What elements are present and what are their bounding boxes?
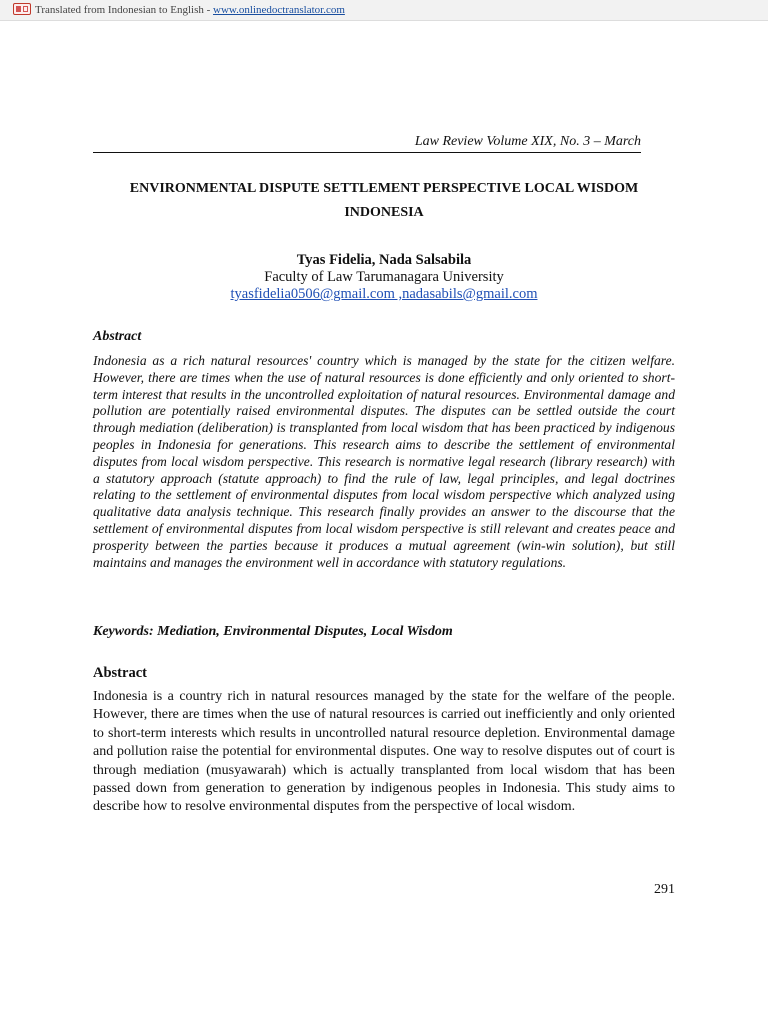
paper-authors: Tyas Fidelia, Nada Salsabila	[296, 252, 472, 268]
running-header: Law Review Volume XIX, No. 3 – March	[93, 133, 641, 153]
abstract-heading-translated: Abstract	[93, 665, 147, 681]
translator-bar	[0, 0, 768, 21]
author-affiliation: Faculty of Law Tarumanagara University	[264, 269, 504, 285]
author-emails[interactable]: tyasfidelia0506@gmail.com ,nadasabils@gmail.com	[230, 286, 538, 302]
paper-title: ENVIRONMENTAL DISPUTE SETTLEMENT PERSPECTIVE LOCAL WISDOM INDONESIA	[129, 181, 639, 220]
translator-prefix: Translated from Indonesian to English -	[35, 4, 214, 16]
page-number: 291	[654, 882, 675, 897]
abstract-body-english: Indonesia as a rich natural resources' country which is managed by the state for the citizen welfare. However, there are times when the use of natural resources is done efficiently and only oriented to short-term interest that results in the uncontrolled exploitation of natural resources. Environmental damage and pollution are potentially raised environmental disputes. The disputes can be settled outside the court through mediation (deliberation) is transplanted from local wisdom that has been practiced by indigenous peoples in Indonesia for generations. This research aims to describe the settlement of environmental disputes from local wisdom perspective. This research is normative legal research (library research) with a statutory approach (statute approach) to find the rule of law, legal principles, and legal doctrines relating to the settlement of environmental disputes from local wisdom perspective which analyzed using qualitative data analysis technique. This research finally provides an answer to the discourse that the settlement of environmental disputes from local wisdom perspective is still relevant and creates peace and prosperity between the parties because it produces a mutual agreement (win-win solution), but still maintains and manages the environment well in accordance with statutory regulations.	[93, 353, 675, 570]
document-translate-icon	[13, 3, 31, 15]
translator-notice	[35, 3, 345, 17]
keywords: Keywords: Mediation, Environmental Disputes, Local Wisdom	[93, 624, 453, 639]
abstract-body-translated: Indonesia is a country rich in natural resources managed by the state for the welfare of the people. However, there are times when the use of natural resources is carried out inefficiently and only oriented to short-term interests which results in uncontrolled natural resource depletion. Environmental damage and pollution raise the potential for environmental disputes. One way to resolve disputes out of court is through mediation (musyawarah) which is actually transplanted from local wisdom that has been passed down from generation to generation by indigenous peoples in Indonesia. This study aims to describe how to resolve environmental disputes from the perspective of local wisdom.	[93, 689, 675, 815]
abstract-heading-english: Abstract	[93, 329, 142, 344]
translator-link[interactable]: www.onlinedoctranslator.com	[213, 4, 345, 16]
